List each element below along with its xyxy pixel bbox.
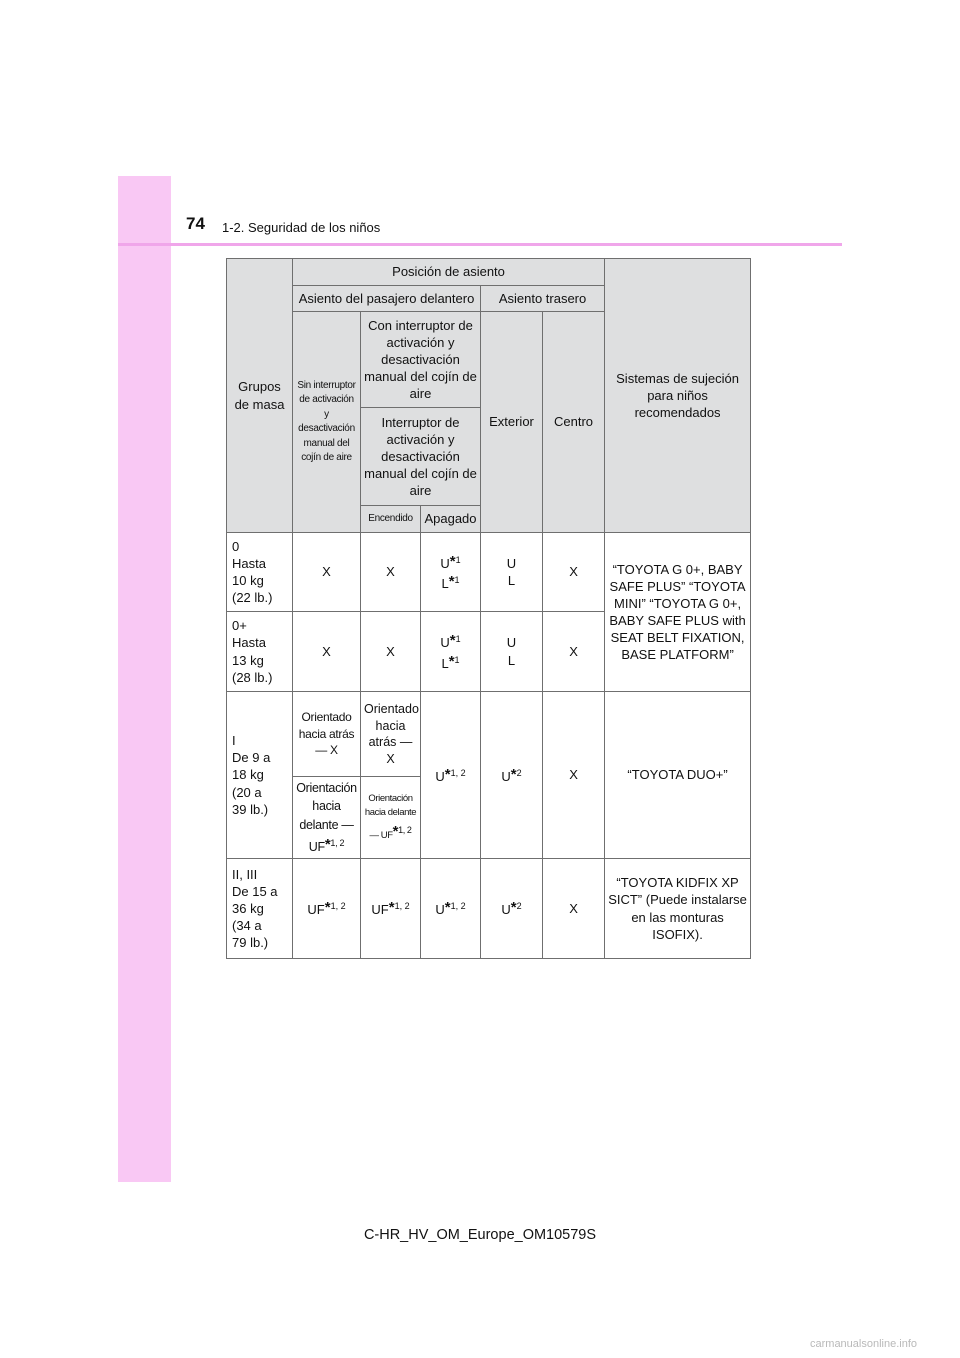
suitability-cell: U*$^{1, 2}$ bbox=[421, 692, 481, 859]
suitability-cell: X bbox=[361, 612, 421, 692]
header-front-passenger-seat: Asiento del pasajero delantero bbox=[293, 286, 481, 312]
document-code: C-HR_HV_OM_Europe_OM10579S bbox=[363, 1227, 597, 1243]
table-row bbox=[227, 533, 751, 612]
section-title: 1-2. Seguridad de los niños bbox=[222, 220, 381, 235]
header-switch-off: Apagado bbox=[421, 506, 481, 533]
mass-group-cell: I De 9 a 18 kg (20 a 39 lb.) bbox=[227, 692, 293, 859]
page-number: 74 bbox=[186, 214, 205, 233]
suitability-cell: U*$^1$ L*$^1$ bbox=[421, 533, 481, 612]
header-mass-groups: Grupos de masa bbox=[227, 259, 293, 533]
header-with-airbag-switch: Con interruptor de activación y desactivación manual del cojín de aire bbox=[361, 312, 481, 408]
chapter-side-tab bbox=[118, 176, 171, 1182]
header-switch-on: Encendido bbox=[361, 506, 421, 533]
header-without-airbag-switch: Sin interruptor de activación y desactivación manual del cojín de aire bbox=[293, 312, 361, 533]
suitability-cell: U L bbox=[481, 612, 543, 692]
recommended-systems-cell: “TOYOTA G 0+, BABY SAFE PLUS” “TOYOTA MINI” “TOYOTA G 0+, BABY SAFE PLUS with SEAT BELT FIXATION, BASE PLATFORM” bbox=[605, 533, 751, 692]
header-airbag-switch: Interruptor de activación y desactivación manual del cojín de aire bbox=[361, 408, 481, 506]
child-restraint-table bbox=[226, 258, 751, 959]
header-rear-seat: Asiento trasero bbox=[481, 286, 605, 312]
rear-facing-cell: Orientado hacia atrás — X bbox=[361, 692, 421, 777]
table-row bbox=[227, 859, 751, 959]
recommended-systems-cell: “TOYOTA KIDFIX XP SICT” (Puede instalarse en las monturas ISOFIX). bbox=[605, 859, 751, 959]
header-centro: Centro bbox=[543, 312, 605, 533]
suitability-cell: U L bbox=[481, 533, 543, 612]
watermark: carmanualsonline.info bbox=[810, 1338, 918, 1350]
suitability-cell: U*$^1$ L*$^1$ bbox=[421, 612, 481, 692]
header-seat-position: Posición de asiento bbox=[293, 259, 605, 286]
mass-group-cell: 0 Hasta 10 kg (22 lb.) bbox=[227, 533, 293, 612]
suitability-cell: UF*$^{1, 2}$ bbox=[293, 859, 361, 959]
suitability-cell: X bbox=[543, 692, 605, 859]
suitability-cell: X bbox=[543, 612, 605, 692]
suitability-cell: U*$^2$ bbox=[481, 692, 543, 859]
recommended-systems-cell: “TOYOTA DUO+” bbox=[605, 692, 751, 859]
suitability-cell: U*$^2$ bbox=[481, 859, 543, 959]
table-row bbox=[227, 692, 751, 777]
suitability-cell: U*$^{1, 2}$ bbox=[421, 859, 481, 959]
suitability-cell: X bbox=[293, 533, 361, 612]
suitability-cell: X bbox=[543, 859, 605, 959]
mass-group-cell: 0+ Hasta 13 kg (28 lb.) bbox=[227, 612, 293, 692]
header-rule bbox=[118, 243, 842, 246]
suitability-cell: X bbox=[293, 612, 361, 692]
header-exterior: Exterior bbox=[481, 312, 543, 533]
header-recommended-systems: Sistemas de sujeción para niños recomendados bbox=[605, 259, 751, 533]
suitability-cell: X bbox=[543, 533, 605, 612]
suitability-cell: X bbox=[361, 533, 421, 612]
rear-facing-cell: Orientado hacia atrás — X bbox=[293, 692, 361, 777]
mass-group-cell: II, III De 15 a 36 kg (34 a 79 lb.) bbox=[227, 859, 293, 959]
suitability-cell: UF*$^{1, 2}$ bbox=[361, 859, 421, 959]
forward-facing-cell: Orientación hacia delante — UF*$^{1, 2}$ bbox=[293, 777, 361, 859]
forward-facing-cell: Orientación hacia delante — UF*1, 2 bbox=[361, 777, 421, 859]
